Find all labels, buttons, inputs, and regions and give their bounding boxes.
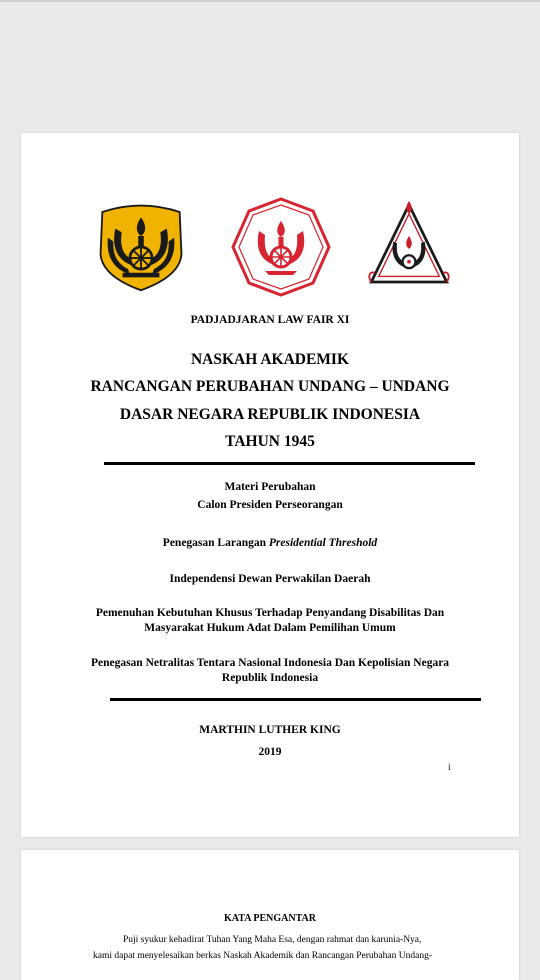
materi-item-3: Independensi Dewan Perwakilan Daerah <box>169 573 371 585</box>
kata-pengantar-line-2: kami dapat menyelesaikan berkas Naskah Akademik dan Rancangan Perubahan Undang- <box>93 951 432 961</box>
fakultas-hukum-emblem <box>367 201 451 293</box>
top-bar <box>0 0 540 2</box>
document-title-line-2: RANCANGAN PERUBAHAN UNDANG – UNDANG <box>90 378 450 395</box>
document-title-line-4: TAHUN 1945 <box>225 433 315 450</box>
divider-bottom <box>110 698 481 701</box>
materi-item-5-line-1: Penegasan Netralitas Tentara Nasional Indonesia Dan Kepolisian Negara <box>90 657 450 669</box>
materi-heading: Materi Perubahan <box>224 481 316 493</box>
materi-item-4-line-1: Pemenuhan Kebutuhan Khusus Terhadap Penyandang Disabilitas Dan <box>95 607 445 619</box>
kata-pengantar-line-1: Puji syukur kehadirat Tuhan Yang Maha Esa, dengan rahmat dan karunia-Nya, <box>123 935 422 945</box>
author-name: MARTHIN LUTHER KING <box>199 724 341 736</box>
document-page-kata-pengantar <box>21 850 519 980</box>
document-title-line-1: NASKAH AKADEMIK <box>190 351 350 368</box>
materi-item-5-line-2: Republik Indonesia <box>221 672 319 684</box>
page-number: i <box>448 762 451 772</box>
universitas-padjadjaran-logo <box>95 201 187 293</box>
materi-item-2-italic: Presidential Threshold <box>268 537 378 549</box>
event-title: PADJADJARAN LAW FAIR XI <box>190 314 350 326</box>
document-title-line-3: DASAR NEGARA REPUBLIK INDONESIA <box>119 406 421 423</box>
divider-top <box>104 462 475 465</box>
materi-item-1: Calon Presiden Perseorangan <box>197 499 343 511</box>
materi-item-2-prefix: Penegasan Larangan <box>162 537 269 549</box>
document-year: 2019 <box>258 746 282 758</box>
kata-pengantar-heading: KATA PENGANTAR <box>224 913 316 924</box>
document-page-cover <box>21 133 519 837</box>
materi-item-2 <box>21 536 519 550</box>
materi-item-4-line-2: Masyarakat Hukum Adat Dalam Pemilihan Umum <box>144 622 396 634</box>
bem-fakultas-hukum-logo <box>231 197 331 297</box>
